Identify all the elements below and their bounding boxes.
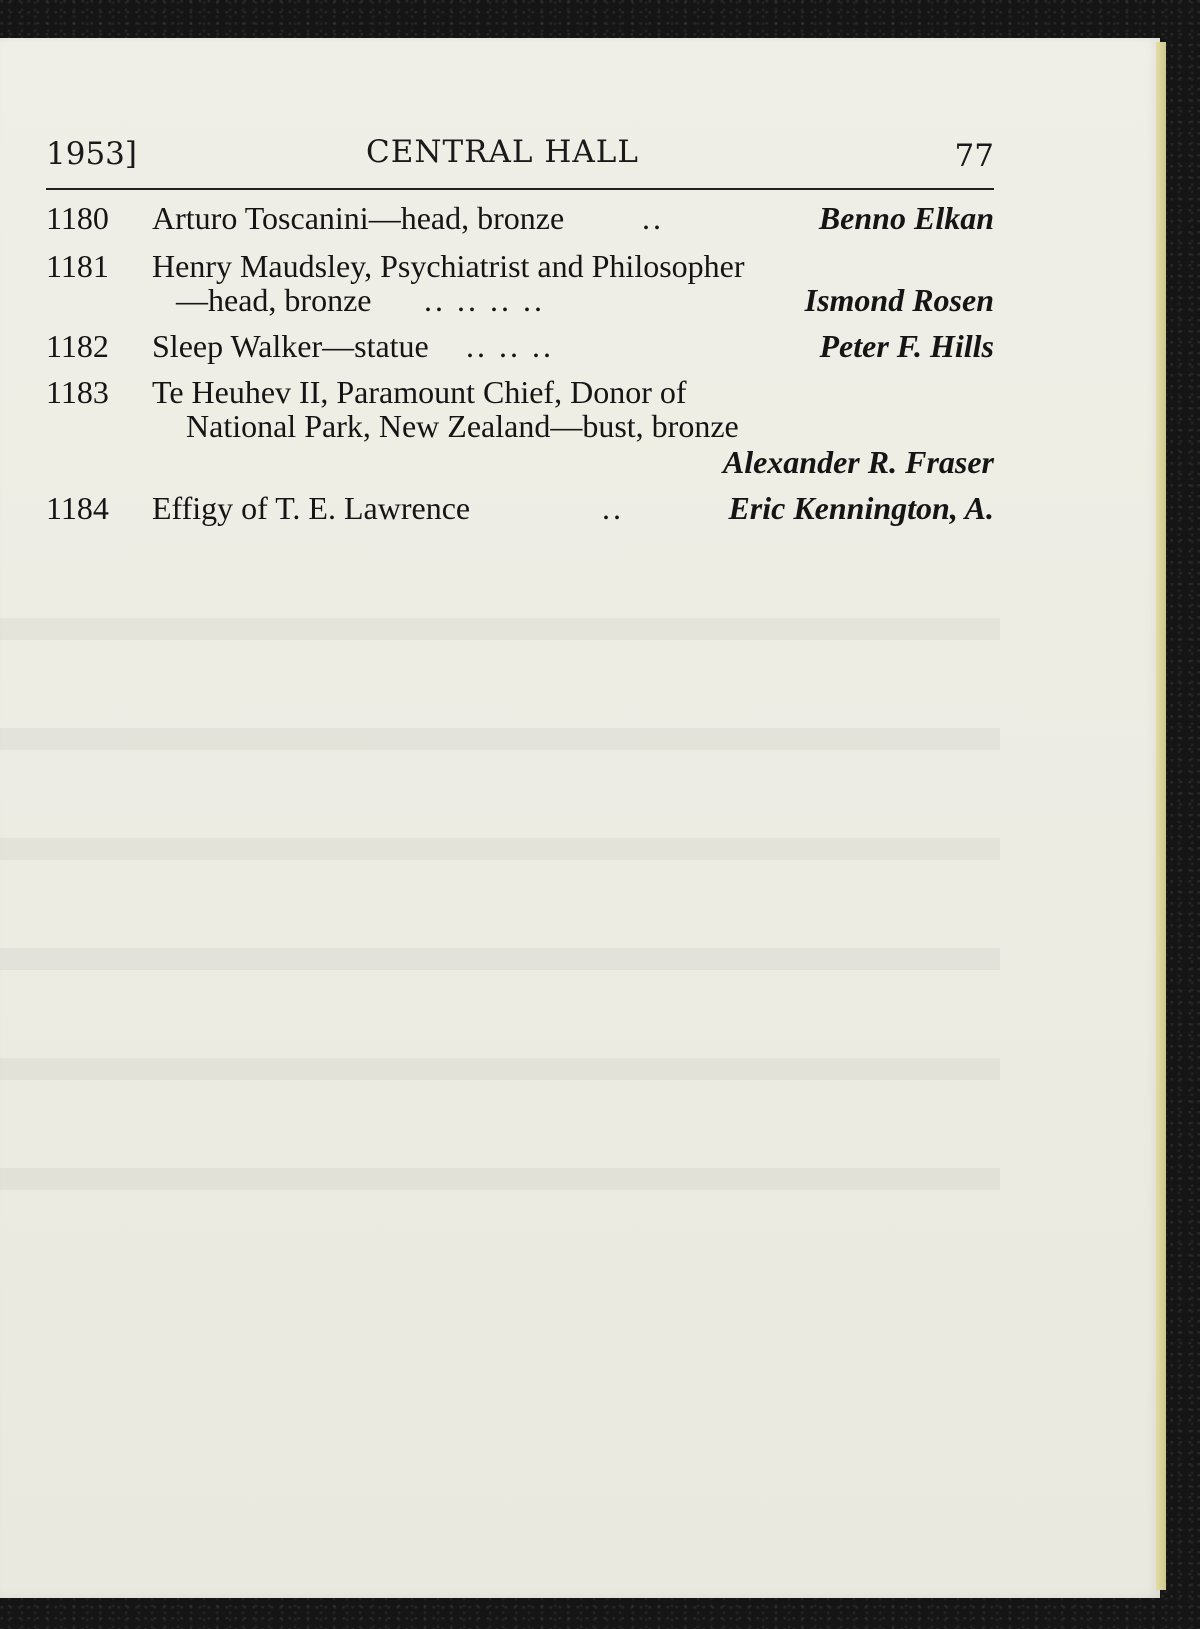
running-head bbox=[46, 128, 994, 190]
show-through-text bbox=[0, 578, 1000, 1278]
entry-title: Henry Maudsley, Psychiatrist and Philosopher bbox=[152, 248, 745, 284]
entry-title-continuation: —head, bronze bbox=[176, 282, 372, 318]
entry-title: Effigy of T. E. Lawrence bbox=[152, 490, 471, 526]
entry-title: Te Heuhev II, Paramount Chief, Donor of bbox=[152, 374, 687, 410]
leader-dots: .. bbox=[602, 490, 624, 526]
artist-name: Benno Elkan bbox=[818, 200, 994, 236]
artist-name: Peter F. Hills bbox=[819, 328, 994, 364]
leader-dots: .. .. .. .. bbox=[424, 282, 545, 318]
artist-name: Ismond Rosen bbox=[804, 282, 994, 318]
page-number: 77 bbox=[954, 138, 994, 174]
entry-number: 1183 bbox=[46, 374, 109, 410]
entry-number: 1182 bbox=[46, 328, 109, 364]
entry-number: 1181 bbox=[46, 248, 109, 284]
artist-name: Alexander R. Fraser bbox=[722, 444, 994, 480]
entry-title-continuation: National Park, New Zealand—bust, bronze bbox=[186, 408, 739, 444]
leader-dots: .. bbox=[642, 200, 664, 236]
page-edge bbox=[1156, 42, 1166, 1590]
entry-title: Sleep Walker—statue bbox=[152, 328, 429, 364]
leader-dots: .. .. .. bbox=[466, 328, 554, 364]
header-title: CENTRAL HALL bbox=[366, 134, 639, 170]
entry-number: 1184 bbox=[46, 490, 109, 526]
entry-number: 1180 bbox=[46, 200, 109, 236]
artist-name: Eric Kennington, A. bbox=[728, 490, 994, 526]
header-year: 1953] bbox=[46, 136, 137, 172]
entry-title: Arturo Toscanini—head, bronze bbox=[152, 200, 565, 236]
